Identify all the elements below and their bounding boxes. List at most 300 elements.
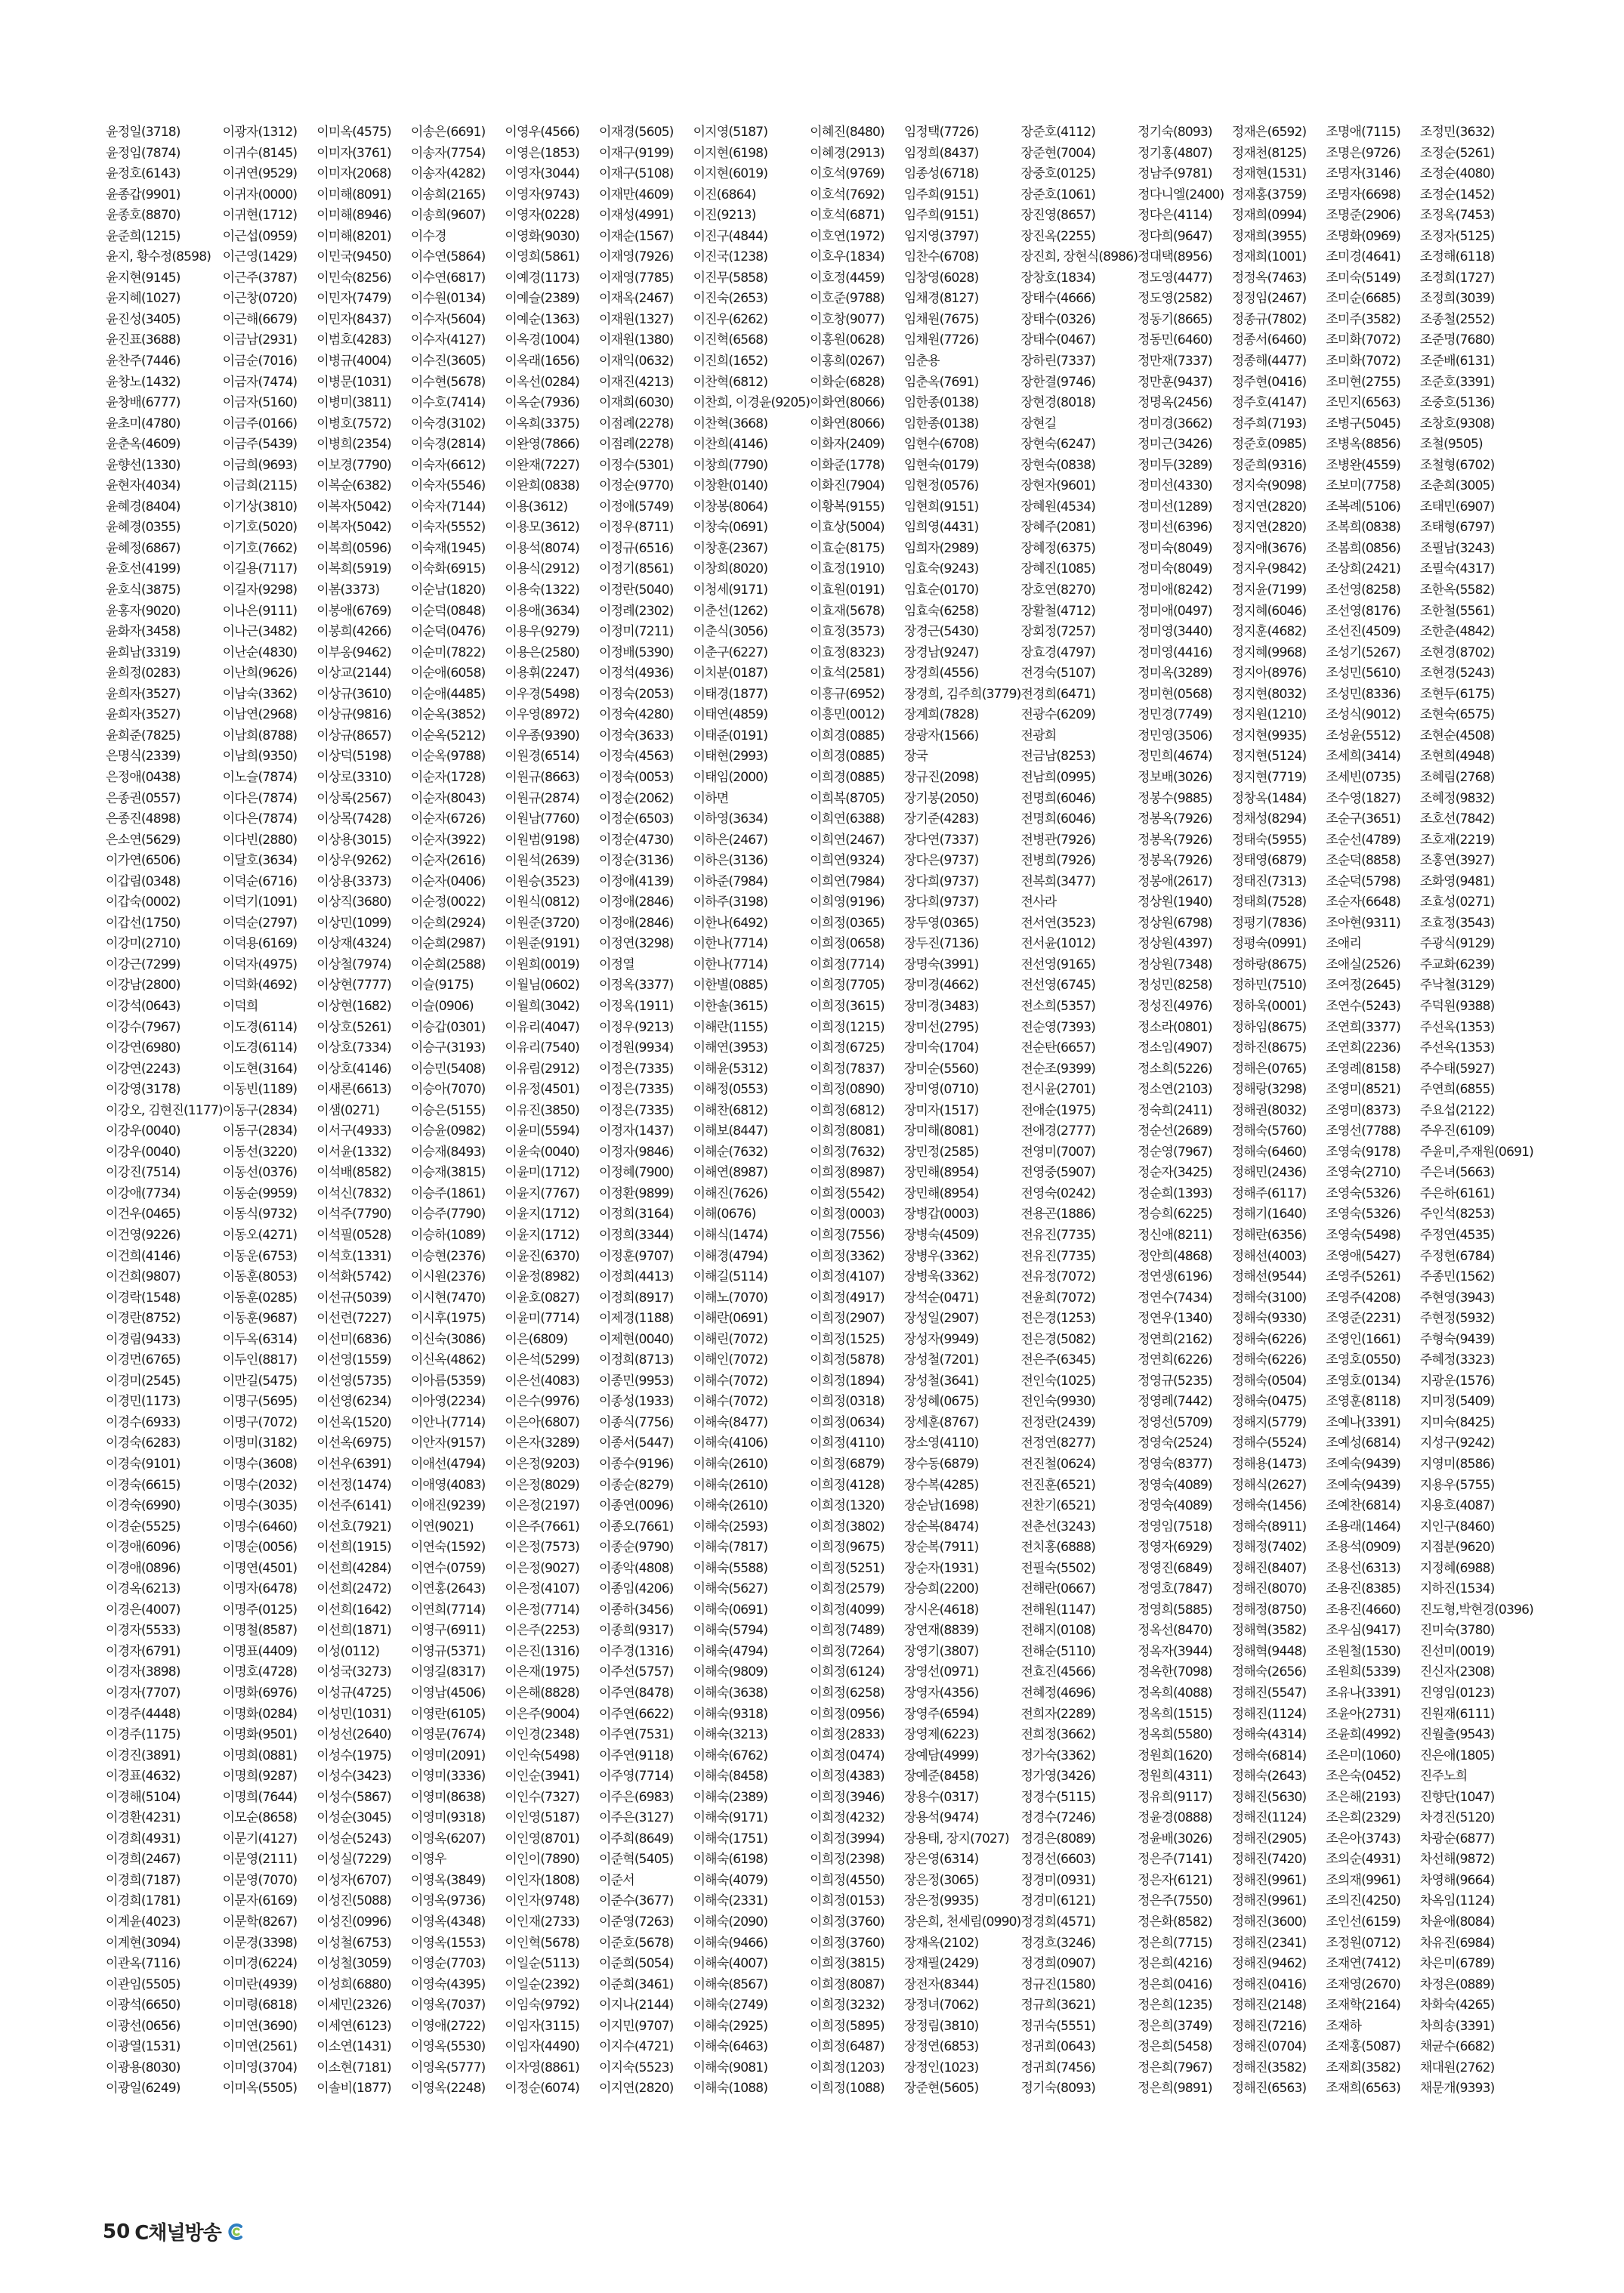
donor-name: 정신애(8211) — [1138, 1227, 1212, 1243]
donor-name: 정은희(3749) — [1138, 2018, 1212, 2034]
donor-name: 이석필(0528) — [316, 1227, 391, 1243]
donor-name: 정지윤(7199) — [1231, 583, 1307, 598]
donor-name: 조현희(4948) — [1419, 749, 1495, 765]
donor-name: 이민자(8437) — [316, 311, 391, 327]
donor-name: 이정례(2302) — [598, 603, 674, 619]
donor-name: 이인영(8701) — [505, 1831, 580, 1846]
donor-name: 이하면 — [693, 790, 729, 806]
donor-name: 정귀희(0643) — [1020, 2039, 1096, 2055]
donor-name: 이도현(3164) — [222, 1061, 298, 1077]
donor-name: 이건우(0465) — [106, 1207, 181, 1222]
donor-name: 정경선(6603) — [1020, 1852, 1096, 1868]
donor-name: 차옥임(1124) — [1419, 1893, 1495, 1909]
donor-name: 이샘(0271) — [316, 1102, 380, 1118]
donor-name: 조여정(2645) — [1326, 978, 1400, 994]
donor-name: 이영은(1853) — [505, 145, 580, 161]
donor-name: 이해숙(2610) — [693, 1498, 768, 1514]
donor-name: 이부옹(9462) — [316, 644, 391, 660]
donor-name: 이순정(0022) — [410, 895, 486, 910]
donor-name: 조애실(2526) — [1326, 956, 1400, 972]
donor-name: 이경희(2467) — [106, 1852, 181, 1868]
donor-name: 이명수(3035) — [222, 1498, 298, 1514]
donor-name: 이경숙(6990) — [106, 1498, 181, 1514]
donor-name: 이계현(3094) — [106, 1935, 181, 1951]
donor-name: 이정자(9846) — [598, 1144, 674, 1160]
donor-name: 장한결(9746) — [1020, 374, 1096, 390]
donor-name: 이동훈(8053) — [222, 1269, 298, 1285]
donor-name: 이정숙(0053) — [598, 769, 674, 785]
donor-name: 정하진(8675) — [1231, 1040, 1307, 1056]
donor-name: 이경자(3898) — [106, 1664, 181, 1680]
donor-name: 이은주(9004) — [505, 1706, 580, 1722]
donor-name: 이명철(8587) — [222, 1623, 298, 1639]
donor-name: 이광열(1531) — [106, 2039, 181, 2055]
donor-name: 이희정(0658) — [810, 936, 885, 952]
donor-name: 이효석(2581) — [810, 666, 885, 681]
donor-name: 윤호선(4199) — [106, 561, 181, 577]
donor-name: 이희정(7837) — [810, 1061, 885, 1077]
donor-name: 이숙화(6915) — [410, 561, 486, 577]
donor-name: 이일순(5113) — [505, 1956, 580, 1972]
donor-name: 이미옥(5505) — [222, 2081, 298, 2097]
donor-name: 정해식(2627) — [1231, 1477, 1307, 1493]
donor-name: 정해주(6117) — [1231, 1185, 1307, 1201]
donor-name: 정해진(8070) — [1231, 1581, 1307, 1597]
donor-name: 이희정(3802) — [810, 1519, 885, 1534]
donor-name: 이상우(9262) — [316, 853, 391, 869]
donor-name: 이경숙(6283) — [106, 1435, 181, 1451]
donor-name: 지미정(5409) — [1419, 1394, 1495, 1410]
donor-name: 이소연(1431) — [316, 2039, 391, 2055]
donor-name: 정미옥(3289) — [1138, 666, 1212, 681]
donor-name: 이은정(7714) — [505, 1602, 580, 1618]
donor-name: 장미해(8081) — [903, 1123, 979, 1139]
donor-name: 진미숙(3780) — [1419, 1623, 1495, 1639]
donor-name: 정만재(7337) — [1138, 354, 1212, 369]
donor-name: 진신자(2308) — [1419, 1664, 1495, 1680]
donor-name: 장성혜(0675) — [903, 1394, 979, 1410]
name-columns — [106, 122, 1533, 2100]
donor-name: 장진희, 장현식(8986) — [1020, 249, 1138, 265]
donor-name: 진영임(0123) — [1419, 1686, 1495, 1701]
donor-name: 조세빈(0735) — [1326, 769, 1400, 785]
donor-name: 이해숙(8458) — [693, 1769, 768, 1785]
donor-name: 이가연(6506) — [106, 853, 181, 869]
donor-name: 이하은(3136) — [693, 853, 768, 869]
donor-name: 조중호(5136) — [1419, 395, 1495, 411]
donor-name: 이금자(5160) — [222, 395, 298, 411]
donor-name: 이주연(9118) — [598, 1748, 674, 1763]
donor-name: 이숙경(3102) — [410, 416, 486, 431]
donor-name: 정평숙(0991) — [1231, 936, 1307, 952]
donor-name: 이수연(5864) — [410, 249, 486, 265]
donor-name: 이한나(6492) — [693, 915, 768, 931]
donor-name: 이상용(3373) — [316, 873, 391, 889]
donor-name: 장현경(8018) — [1020, 395, 1096, 411]
donor-name: 정종해(4477) — [1231, 354, 1307, 369]
donor-name: 이태연(4859) — [693, 707, 768, 723]
donor-name: 정해진(7420) — [1231, 1852, 1307, 1868]
donor-name: 장다연(7337) — [903, 832, 979, 848]
donor-name: 장준현(5605) — [903, 2081, 979, 2097]
donor-name: 이성수(5867) — [316, 1789, 391, 1805]
donor-name: 정해진(7216) — [1231, 2018, 1307, 2034]
donor-name: 이명미(3182) — [222, 1435, 298, 1451]
donor-name: 장준호(4112) — [1020, 125, 1096, 140]
donor-name: 조예찬(6814) — [1326, 1498, 1400, 1514]
donor-name: 정은주(7550) — [1138, 1893, 1212, 1909]
donor-name: 정태진(7313) — [1231, 873, 1307, 889]
donor-name: 이창환(0140) — [693, 478, 768, 494]
donor-name: 이희경(0885) — [810, 769, 885, 785]
donor-name: 이영미(2091) — [410, 1748, 486, 1763]
donor-name: 이은재(1975) — [505, 1664, 580, 1680]
donor-name: 이태경(1877) — [693, 686, 768, 702]
donor-name: 조용진(4660) — [1326, 1602, 1400, 1618]
donor-name: 전해원(1147) — [1020, 1602, 1096, 1618]
donor-name: 정해숙(6226) — [1231, 1352, 1307, 1368]
donor-name: 이미해(8946) — [316, 208, 391, 224]
donor-name: 이인영(5187) — [505, 1810, 580, 1826]
donor-name: 이송자(7754) — [410, 145, 486, 161]
donor-name: 정미애(0497) — [1138, 603, 1212, 619]
donor-name: 조태형(6797) — [1419, 520, 1495, 536]
donor-name: 조필남(3243) — [1419, 540, 1495, 556]
donor-name: 임지영(3797) — [903, 228, 979, 244]
donor-name: 전은주(6345) — [1020, 1352, 1096, 1368]
donor-name: 정승희(6225) — [1138, 1207, 1212, 1222]
donor-name: 장현숙(6247) — [1020, 437, 1096, 453]
donor-name: 이수호(7414) — [410, 395, 486, 411]
donor-name: 장현숙(0838) — [1020, 457, 1096, 473]
donor-name: 이순덕(0476) — [410, 624, 486, 640]
donor-name: 전춘선(3243) — [1020, 1519, 1096, 1534]
donor-name: 이영자(3044) — [505, 166, 580, 182]
donor-name: 전명희(6046) — [1020, 790, 1096, 806]
donor-name: 이해경(4794) — [693, 1248, 768, 1264]
donor-name: 정해진(3600) — [1231, 1914, 1307, 1930]
donor-name: 정해진(2905) — [1231, 1831, 1307, 1846]
donor-name: 정숙희(2411) — [1138, 1102, 1212, 1118]
donor-name: 이윤미(7714) — [505, 1311, 580, 1327]
donor-name: 이순옥(5212) — [410, 728, 486, 743]
donor-name: 이서윤(1332) — [316, 1144, 391, 1160]
donor-name: 정해진(1124) — [1231, 1706, 1307, 1722]
donor-name: 이용(3612) — [505, 499, 568, 515]
donor-name: 이해숙(9466) — [693, 1935, 768, 1951]
donor-name: 이달호(3634) — [222, 853, 298, 869]
donor-name: 주선옥(1353) — [1419, 1019, 1495, 1035]
donor-name: 장두진(7136) — [903, 936, 979, 952]
donor-name: 이선희(1915) — [316, 1540, 391, 1556]
donor-name: 조종철(2552) — [1419, 311, 1495, 327]
donor-name: 장경남(9247) — [903, 644, 979, 660]
donor-name: 이화준(1778) — [810, 457, 885, 473]
donor-name: 이광일(6249) — [106, 2081, 181, 2097]
donor-name: 정유희(9117) — [1138, 1789, 1212, 1805]
donor-name: 장광자(1566) — [903, 728, 979, 743]
donor-name: 이태임(2000) — [693, 769, 768, 785]
donor-name: 이강연(6980) — [106, 1040, 181, 1056]
donor-name: 이춘구(6227) — [693, 644, 768, 660]
donor-name: 이희정(4232) — [810, 1810, 885, 1826]
donor-name: 정순자(3425) — [1138, 1165, 1212, 1181]
donor-name: 정해숙(5760) — [1231, 1123, 1307, 1139]
donor-name: 이재원(1380) — [598, 332, 674, 348]
donor-name: 정미숙(8049) — [1138, 540, 1212, 556]
donor-name: 이지나(2144) — [598, 1998, 674, 2013]
name-column — [810, 122, 904, 2100]
donor-name: 은소연(5629) — [106, 832, 181, 848]
donor-name: 지미숙(8425) — [1419, 1414, 1495, 1430]
donor-name: 이정옥(3377) — [598, 978, 674, 994]
donor-name: 이송자(4282) — [410, 166, 486, 182]
donor-name: 이근해(6679) — [222, 311, 298, 327]
donor-name: 이상규(9816) — [316, 707, 391, 723]
donor-name: 이덕기(1091) — [222, 895, 298, 910]
donor-name: 장용수(0317) — [903, 1789, 979, 1805]
donor-name: 정순희(1393) — [1138, 1185, 1212, 1201]
donor-name: 이은아(6807) — [505, 1414, 580, 1430]
donor-name: 장호연(8270) — [1020, 583, 1096, 598]
donor-name: 조정순(1452) — [1419, 187, 1495, 202]
donor-name: 장태수(0326) — [1020, 311, 1096, 327]
donor-name: 이해숙(6198) — [693, 1852, 768, 1868]
donor-name: 이영구(6911) — [410, 1623, 486, 1639]
donor-name: 이신숙(3086) — [410, 1331, 486, 1347]
donor-name: 전혜정(4696) — [1020, 1686, 1096, 1701]
donor-name: 정민영(3506) — [1138, 728, 1212, 743]
donor-name: 이경환(4231) — [106, 1810, 181, 1826]
donor-name: 장순남(1698) — [903, 1498, 979, 1514]
donor-name: 정영선(5709) — [1138, 1414, 1212, 1430]
donor-name: 이성민(1031) — [316, 1706, 391, 1722]
donor-name: 전복희(3477) — [1020, 873, 1096, 889]
donor-name: 이희정(0634) — [810, 1414, 885, 1430]
donor-name: 이상직(3680) — [316, 895, 391, 910]
donor-name: 진원재(6111) — [1419, 1706, 1495, 1722]
donor-name: 이영옥(3849) — [410, 1872, 486, 1888]
donor-name: 정윤경(0888) — [1138, 1810, 1212, 1826]
name-column — [223, 122, 317, 2100]
donor-name: 정해숙(2656) — [1231, 1664, 1307, 1680]
donor-name: 이경해(5104) — [106, 1789, 181, 1805]
donor-name: 정하민(7510) — [1231, 978, 1307, 994]
donor-name: 이희정(3362) — [810, 1248, 885, 1264]
donor-name: 이길자(9298) — [222, 583, 298, 598]
donor-name: 정옥희(5580) — [1138, 1727, 1212, 1743]
donor-name: 이경순(5525) — [106, 1519, 181, 1534]
donor-name: 이병호(7572) — [316, 416, 391, 431]
donor-name: 장영기(3807) — [903, 1643, 979, 1659]
donor-name: 정해정(8750) — [1231, 1602, 1307, 1618]
donor-list — [106, 122, 1533, 2100]
donor-name: 이준희(5054) — [598, 1956, 674, 1972]
donor-name: 이호준(9788) — [810, 291, 885, 307]
donor-name: 이호석(7692) — [810, 187, 885, 202]
donor-name: 이재구(9199) — [598, 145, 674, 161]
donor-name: 윤종호(8870) — [106, 208, 181, 224]
donor-name: 장승희(2200) — [903, 1581, 979, 1597]
donor-name: 임종성(6718) — [903, 166, 979, 182]
donor-name: 임효숙(6258) — [903, 603, 979, 619]
donor-name: 정창옥(1484) — [1231, 790, 1307, 806]
donor-name: 이희정(1088) — [810, 2081, 885, 2097]
donor-name: 이순자(2616) — [410, 853, 486, 869]
donor-name: 이명희(0881) — [222, 1748, 298, 1763]
donor-name: 정지숙(9098) — [1231, 478, 1307, 494]
donor-name: 윤지혜(1027) — [106, 291, 181, 307]
donor-name: 차경진(5120) — [1419, 1810, 1495, 1826]
donor-name: 지용우(5755) — [1419, 1477, 1495, 1493]
donor-name: 조정희(3039) — [1419, 291, 1495, 307]
donor-name: 정해진(2341) — [1231, 1935, 1307, 1951]
donor-name: 이해연(8987) — [693, 1165, 768, 1181]
donor-name: 조은아(3743) — [1326, 1831, 1400, 1846]
donor-name: 정해정(7402) — [1231, 1540, 1307, 1556]
donor-name: 이경자(7707) — [106, 1686, 181, 1701]
donor-name: 이두인(8817) — [222, 1352, 298, 1368]
donor-name: 이선영(5735) — [316, 1373, 391, 1389]
donor-name: 정해진(9961) — [1231, 1893, 1307, 1909]
donor-name: 이성수(1975) — [316, 1748, 391, 1763]
donor-name: 정정임(2467) — [1231, 291, 1307, 307]
donor-name: 이윤지(1712) — [505, 1207, 580, 1222]
donor-name: 이자영(8861) — [505, 2060, 580, 2075]
donor-name: 전인숙(1025) — [1020, 1373, 1096, 1389]
donor-name: 정하욱(0001) — [1231, 998, 1307, 1014]
donor-name: 장중호(0125) — [1020, 166, 1096, 182]
donor-name: 이경희(1781) — [106, 1893, 181, 1909]
donor-name: 정해진(0704) — [1231, 2039, 1307, 2055]
donor-name: 이동훈(0285) — [222, 1290, 298, 1306]
donor-name: 정기숙(8093) — [1020, 2081, 1096, 2097]
donor-name: 정하임(8675) — [1231, 1019, 1307, 1035]
donor-name: 이우경(5498) — [505, 686, 580, 702]
donor-name: 전해순(5110) — [1020, 1643, 1096, 1659]
donor-name: 전유진(7735) — [1020, 1248, 1096, 1264]
donor-name: 이안나(7714) — [410, 1414, 486, 1430]
donor-name: 정영희(5885) — [1138, 1602, 1212, 1618]
donor-name: 이홍희(0267) — [810, 354, 885, 369]
donor-name: 이순자(6726) — [410, 811, 486, 827]
donor-name: 이윤숙(0040) — [505, 1144, 580, 1160]
donor-name: 조혜정(9832) — [1419, 790, 1495, 806]
donor-name: 이해숙(4007) — [693, 1956, 768, 1972]
donor-name: 이명구(5695) — [222, 1394, 298, 1410]
donor-name: 이진(9213) — [693, 208, 756, 224]
donor-name: 이은(6809) — [505, 1331, 568, 1347]
donor-name: 이성(0112) — [316, 1643, 380, 1659]
donor-name: 이희정(1320) — [810, 1498, 885, 1514]
donor-name: 이재희(6030) — [598, 395, 674, 411]
donor-name: 조민지(6563) — [1326, 395, 1400, 411]
donor-name: 조준명(7680) — [1419, 332, 1495, 348]
donor-name: 정해진(8407) — [1231, 1560, 1307, 1576]
donor-name: 이명주(0125) — [222, 1602, 298, 1618]
donor-name: 이주희(8649) — [598, 1831, 674, 1846]
donor-name: 조원철(1530) — [1326, 1643, 1400, 1659]
donor-name: 이승현(2376) — [410, 1248, 486, 1264]
donor-name: 장은희, 천세림(0990) — [903, 1914, 1021, 1930]
donor-name: 이혜진(8480) — [810, 125, 885, 140]
donor-name: 이정석(4936) — [598, 666, 674, 681]
donor-name: 정경수(7246) — [1020, 1810, 1096, 1826]
donor-name: 장은정(9935) — [903, 1893, 979, 1909]
donor-name: 이아영(2234) — [410, 1394, 486, 1410]
donor-name: 이두옥(6314) — [222, 1331, 298, 1347]
donor-name: 이원희(0019) — [505, 956, 580, 972]
donor-name: 이은정(4107) — [505, 1581, 580, 1597]
donor-name: 이윤정(8982) — [505, 1269, 580, 1285]
donor-name: 정기홍(4807) — [1138, 145, 1212, 161]
donor-name: 조아현(9311) — [1326, 915, 1400, 931]
donor-name: 이희경(0885) — [810, 728, 885, 743]
donor-name: 이희정(3760) — [810, 1935, 885, 1951]
donor-name: 이문학(8267) — [222, 1914, 298, 1930]
donor-name: 이노슬(7874) — [222, 769, 298, 785]
donor-name: 이승은(5155) — [410, 1102, 486, 1118]
donor-name: 전소희(5357) — [1020, 998, 1096, 1014]
donor-name: 이명표(4409) — [222, 1643, 298, 1659]
donor-name: 이옥경(1004) — [505, 332, 580, 348]
donor-name: 이영우 — [410, 1852, 446, 1868]
donor-name: 이숙자(5552) — [410, 520, 486, 536]
donor-name: 이원승(3523) — [505, 873, 580, 889]
donor-name: 이원식(0812) — [505, 895, 580, 910]
donor-name: 이안자(9157) — [410, 1435, 486, 1451]
donor-name: 이희정(6879) — [810, 1457, 885, 1472]
donor-name: 조재연(7412) — [1326, 1956, 1400, 1972]
donor-name: 장경근(5430) — [903, 624, 979, 640]
donor-name: 이동구(2834) — [222, 1102, 298, 1118]
donor-name: 정소희(5226) — [1138, 1061, 1212, 1077]
donor-name: 이정자(1437) — [598, 1123, 674, 1139]
donor-name: 조재영(2670) — [1326, 1976, 1400, 1992]
donor-name: 조순덕(8858) — [1326, 853, 1400, 869]
donor-name: 이용휘(2247) — [505, 666, 580, 681]
donor-name: 이갑선(1750) — [106, 915, 181, 931]
donor-name: 조정자(5125) — [1419, 228, 1495, 244]
donor-name: 조현순(4508) — [1419, 728, 1495, 743]
donor-name: 이정순(2062) — [598, 790, 674, 806]
donor-name: 이재성(4991) — [598, 208, 674, 224]
donor-name: 이미해(8201) — [316, 228, 391, 244]
donor-name: 이종서(5447) — [598, 1435, 674, 1451]
donor-name: 이승하(1089) — [410, 1227, 486, 1243]
donor-name: 이성수(3423) — [316, 1769, 391, 1785]
donor-name: 이성선(2640) — [316, 1727, 391, 1743]
donor-name: 임찬수(6708) — [903, 249, 979, 265]
donor-name: 조정원(0712) — [1326, 1935, 1400, 1951]
donor-name: 장미경(3483) — [903, 998, 979, 1014]
donor-name: 차영해(9664) — [1419, 1872, 1495, 1888]
donor-name: 이은진(1316) — [505, 1643, 580, 1659]
donor-name: 이선련(7227) — [316, 1311, 391, 1327]
donor-name: 이희경(0885) — [810, 749, 885, 765]
donor-name: 이강진(7514) — [106, 1165, 181, 1181]
donor-name: 이순희(2987) — [410, 936, 486, 952]
donor-name: 이명자(6478) — [222, 1581, 298, 1597]
donor-name: 정영숙(4089) — [1138, 1477, 1212, 1493]
donor-name: 이정환(9899) — [598, 1185, 674, 1201]
donor-name: 이윤미(5594) — [505, 1123, 580, 1139]
donor-name: 정지현(9935) — [1231, 728, 1307, 743]
donor-name: 조미숙(5149) — [1326, 270, 1400, 286]
donor-name: 조영숙(5326) — [1326, 1185, 1400, 1201]
donor-name: 이상철(7974) — [316, 956, 391, 972]
donor-name: 전순탄(6657) — [1020, 1040, 1096, 1056]
